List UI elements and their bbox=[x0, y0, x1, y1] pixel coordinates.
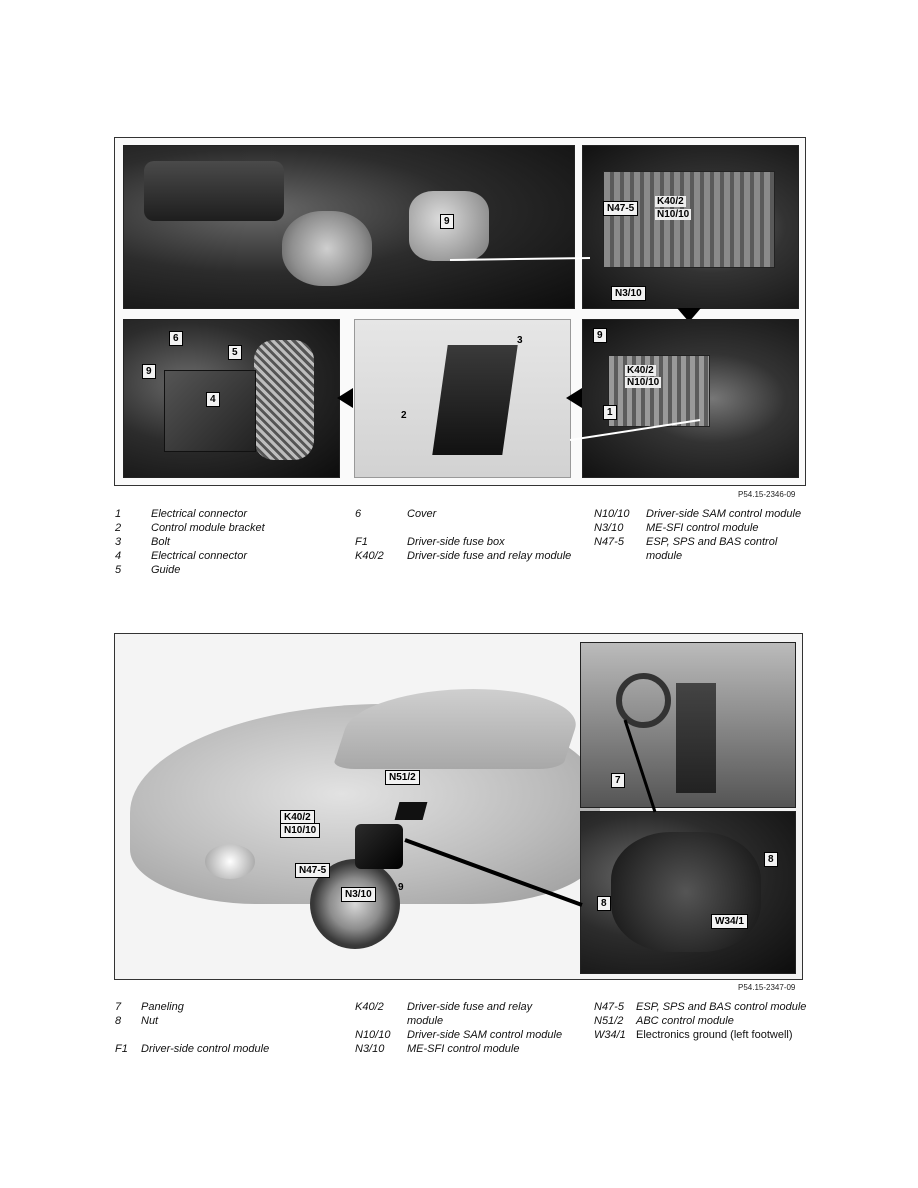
callout-3: 3 bbox=[517, 335, 523, 346]
callout-k40-2: K40/2 bbox=[280, 810, 315, 825]
fuse-box-photo bbox=[582, 145, 799, 309]
legend-2-col2 bbox=[355, 1000, 585, 1056]
connector-removal-photo bbox=[123, 319, 340, 478]
callout-n47-5: N47-5 bbox=[603, 201, 638, 216]
part-number-1: P54.15-2346-09 bbox=[738, 490, 796, 499]
legend-row: K40/2 Driver-side fuse and relay module bbox=[355, 550, 572, 562]
legend-row: N47-5 ESP, SPS and BAS control bbox=[594, 536, 778, 548]
fuse-relay-module bbox=[608, 355, 710, 427]
callout-2: 2 bbox=[401, 410, 407, 421]
module-bracket bbox=[164, 370, 256, 452]
callout-n3-10: N3/10 bbox=[341, 887, 376, 902]
footwell-photo bbox=[580, 811, 796, 974]
legend-2-col1 bbox=[115, 1000, 340, 1056]
legend-row bbox=[115, 1028, 340, 1042]
callout-9: 9 bbox=[440, 214, 454, 229]
callout-9: 9 bbox=[593, 328, 607, 343]
legend-1-col3 bbox=[594, 507, 814, 563]
control-module-cluster bbox=[355, 824, 403, 869]
callout-n10-10: N10/10 bbox=[627, 377, 660, 388]
callout-7: 7 bbox=[611, 773, 625, 788]
legend-row: module bbox=[646, 550, 683, 562]
legend-row: 8 Nut bbox=[115, 1015, 159, 1027]
arrow-left-2 bbox=[566, 388, 582, 408]
legend-row: N51/2 ABC control module bbox=[594, 1015, 734, 1027]
legend-1-col1 bbox=[115, 507, 335, 577]
callout-8: 8 bbox=[764, 852, 778, 867]
callout-9: 9 bbox=[142, 364, 156, 379]
legend-row: 1 Electrical connector bbox=[115, 508, 247, 520]
car-headlight bbox=[205, 844, 255, 879]
legend-row: 7 Paneling bbox=[115, 1001, 184, 1013]
fuse-box-detail-photo bbox=[582, 319, 799, 478]
legend-row: K40/2 Driver-side fuse and relay bbox=[355, 1001, 533, 1013]
legend-row: F1 Driver-side control module bbox=[115, 1043, 270, 1055]
legend-row: 5 Guide bbox=[115, 564, 181, 576]
legend-row: N10/10 Driver-side SAM control module bbox=[355, 1029, 563, 1041]
legend-row: 6 Cover bbox=[355, 508, 437, 520]
callout-4: 4 bbox=[206, 392, 220, 407]
interior-photo bbox=[580, 642, 796, 808]
arrow-left-1 bbox=[337, 388, 353, 408]
callout-n51-2: N51/2 bbox=[385, 770, 420, 785]
callout-n47-5: N47-5 bbox=[295, 863, 330, 878]
callout-k40-2: K40/2 bbox=[657, 196, 684, 207]
car-windshield bbox=[332, 689, 588, 769]
legend-row: 4 Electrical connector bbox=[115, 550, 247, 562]
callout-n10-10: N10/10 bbox=[280, 823, 320, 838]
callout-n3-10: N3/10 bbox=[611, 286, 646, 301]
figure-1 bbox=[114, 137, 806, 486]
legend-row bbox=[355, 521, 585, 535]
center-console bbox=[676, 683, 716, 793]
legend-row: 2 Control module bracket bbox=[115, 522, 265, 534]
legend-row: F1 Driver-side fuse box bbox=[355, 536, 505, 548]
strut-tower bbox=[282, 211, 372, 286]
callout-w34-1: W34/1 bbox=[711, 914, 748, 929]
callout-6: 6 bbox=[169, 331, 183, 346]
legend-row: N10/10 Driver-side SAM control module bbox=[594, 508, 802, 520]
callout-1: 1 bbox=[603, 405, 617, 420]
legend-1-col2 bbox=[355, 507, 585, 563]
bracket-illustration bbox=[354, 319, 571, 478]
callout-5: 5 bbox=[228, 345, 242, 360]
callout-n10-10: N10/10 bbox=[657, 209, 690, 220]
callout-k40-2: K40/2 bbox=[627, 365, 654, 376]
control-module-bracket bbox=[432, 345, 517, 455]
footwell-opening bbox=[611, 832, 761, 952]
legend-row: N3/10 ME-SFI control module bbox=[594, 522, 759, 534]
legend-row: N3/10 ME-SFI control module bbox=[355, 1043, 520, 1055]
wiring-harness bbox=[254, 340, 314, 460]
legend-row: W34/1 Electronics ground (left footwell) bbox=[594, 1029, 793, 1041]
legend-2-col3 bbox=[594, 1000, 814, 1042]
callout-9: 9 bbox=[398, 882, 404, 893]
figure-2 bbox=[114, 633, 803, 980]
legend-row: N47-5 ESP, SPS and BAS control module bbox=[594, 1001, 807, 1013]
part-number-2: P54.15-2347-09 bbox=[738, 983, 796, 992]
legend-row: 3 Bolt bbox=[115, 536, 170, 548]
engine-cover bbox=[144, 161, 284, 221]
legend-row: module bbox=[407, 1015, 444, 1027]
abc-control-module bbox=[395, 802, 428, 820]
callout-8: 8 bbox=[597, 896, 611, 911]
engine-bay-photo bbox=[123, 145, 575, 309]
steering-wheel bbox=[616, 673, 671, 728]
